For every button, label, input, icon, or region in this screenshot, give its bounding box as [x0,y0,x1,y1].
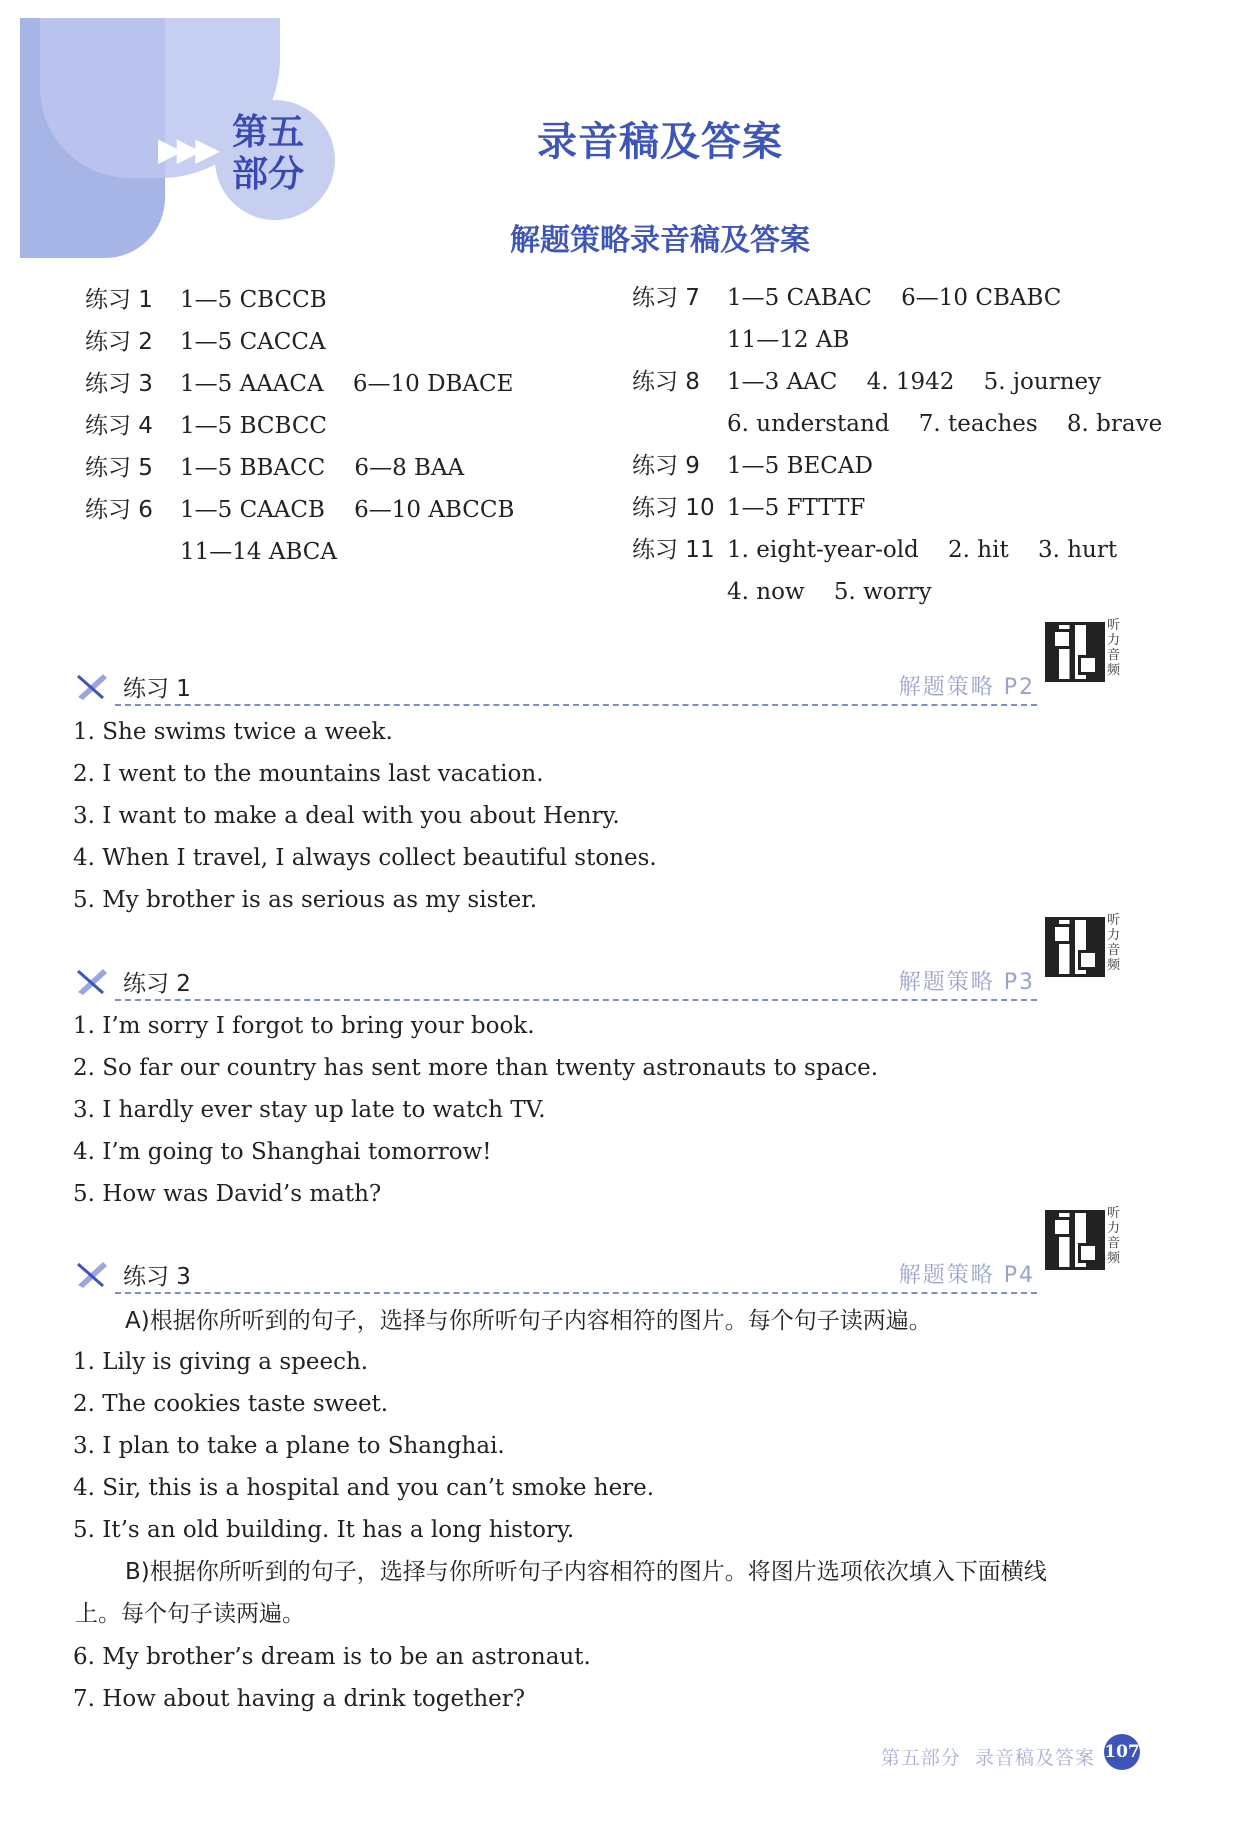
answer-row: 11—12 AB [727,327,850,353]
page-subtitle: 解题策略录音稿及答案 [510,223,810,258]
pen-icon [75,965,109,995]
answer-row: 练习 4 1—5 BCBCC [85,413,328,439]
qr-label: 听力音频 [1107,618,1121,678]
sentence: 2. The cookies taste sweet. [73,1391,389,1417]
sentence: 5. How was David’s math? [73,1181,382,1207]
sentence: 7. How about having a drink together? [73,1686,526,1712]
answer-row: 11—14 ABCA [180,539,337,565]
exercise-title: 练习 1 [123,676,191,702]
answer-row: 练习 2 1—5 CACCA [85,329,326,355]
sentence: 5. My brother is as serious as my sister. [73,887,538,913]
sentence: 4. When I travel, I always collect beautiful stones. [73,845,657,871]
answer-row: 练习 7 1—5 CABAC 6—10 CBABC [632,285,1062,311]
sentence: 2. So far our country has sent more than twenty astronauts to space. [73,1055,879,1081]
sentence: 2. I went to the mountains last vacation. [73,761,544,787]
fast-forward-icon: ▶▶▶ [158,130,214,168]
qr-label: 听力音频 [1107,1206,1121,1266]
answer-row: 练习 8 1—3 AAC 4. 1942 5. journey [632,369,1102,395]
strategy-page-ref: 解题策略 P2 [898,675,1035,700]
answer-row: 练习 10 1—5 FTTTF [632,495,866,521]
sentence: 4. I’m going to Shanghai tomorrow! [73,1139,492,1165]
section-label: 第五部分 [232,112,305,195]
answer-row: 练习 1 1—5 CBCCB [85,287,327,313]
exercise-title: 练习 3 [123,1264,191,1290]
strategy-page-ref: 解题策略 P3 [898,970,1035,995]
answer-row: 练习 9 1—5 BECAD [632,453,873,479]
sentence: 3. I plan to take a plane to Shanghai. [73,1433,505,1459]
qr-label: 听力音频 [1107,913,1121,973]
page-number: 107 [1104,1734,1140,1770]
instruction-a: A)根据你所听到的句子，选择与你所听句子内容相符的图片。每个句子读两遍。 [125,1308,932,1334]
answer-row: 6. understand 7. teaches 8. brave [727,411,1163,437]
footer-running-head: 第五部分 录音稿及答案 [880,1747,1095,1769]
answer-row: 练习 11 1. eight-year-old 2. hit 3. hurt [632,537,1118,563]
sentence: 6. My brother’s dream is to be an astronaut. [73,1644,591,1670]
qr-code[interactable] [1045,622,1105,682]
answers-right-column [632,283,1162,607]
answers-left-column [85,285,514,567]
exercise-2-header [75,913,1145,1001]
page-title: 录音稿及答案 [537,119,783,165]
dashed-divider [115,704,1037,706]
exercise-3-header [75,1206,1145,1294]
sentence: 1. She swims twice a week. [73,719,393,745]
qr-code[interactable] [1045,917,1105,977]
sentence: 1. Lily is giving a speech. [73,1349,369,1375]
answer-row: 练习 3 1—5 AAACA 6—10 DBACE [85,371,514,397]
strategy-page-ref: 解题策略 P4 [898,1263,1035,1288]
instruction-b-cont: 上。每个句子读两遍。 [75,1601,305,1627]
exercise-title: 练习 2 [123,971,191,997]
sentence: 4. Sir, this is a hospital and you can’t smoke here. [73,1475,655,1501]
exercise-1-header [75,618,1145,706]
sentence: 5. It’s an old building. It has a long history. [73,1517,575,1543]
instruction-b: B)根据你所听到的句子，选择与你所听句子内容相符的图片。将图片选项依次填入下面横线 [125,1559,1047,1585]
pen-icon [75,670,109,700]
dashed-divider [115,1292,1037,1294]
dashed-divider [115,999,1037,1001]
qr-code[interactable] [1045,1210,1105,1270]
sentence: 3. I hardly ever stay up late to watch TV. [73,1097,546,1123]
sentence: 3. I want to make a deal with you about Henry. [73,803,620,829]
sentence: 1. I’m sorry I forgot to bring your book. [73,1013,535,1039]
pen-icon [75,1258,109,1288]
answer-row: 练习 5 1—5 BBACC 6—8 BAA [85,455,465,481]
answer-row: 练习 6 1—5 CAACB 6—10 ABCCB [85,497,515,523]
answer-row: 4. now 5. worry [727,579,932,605]
